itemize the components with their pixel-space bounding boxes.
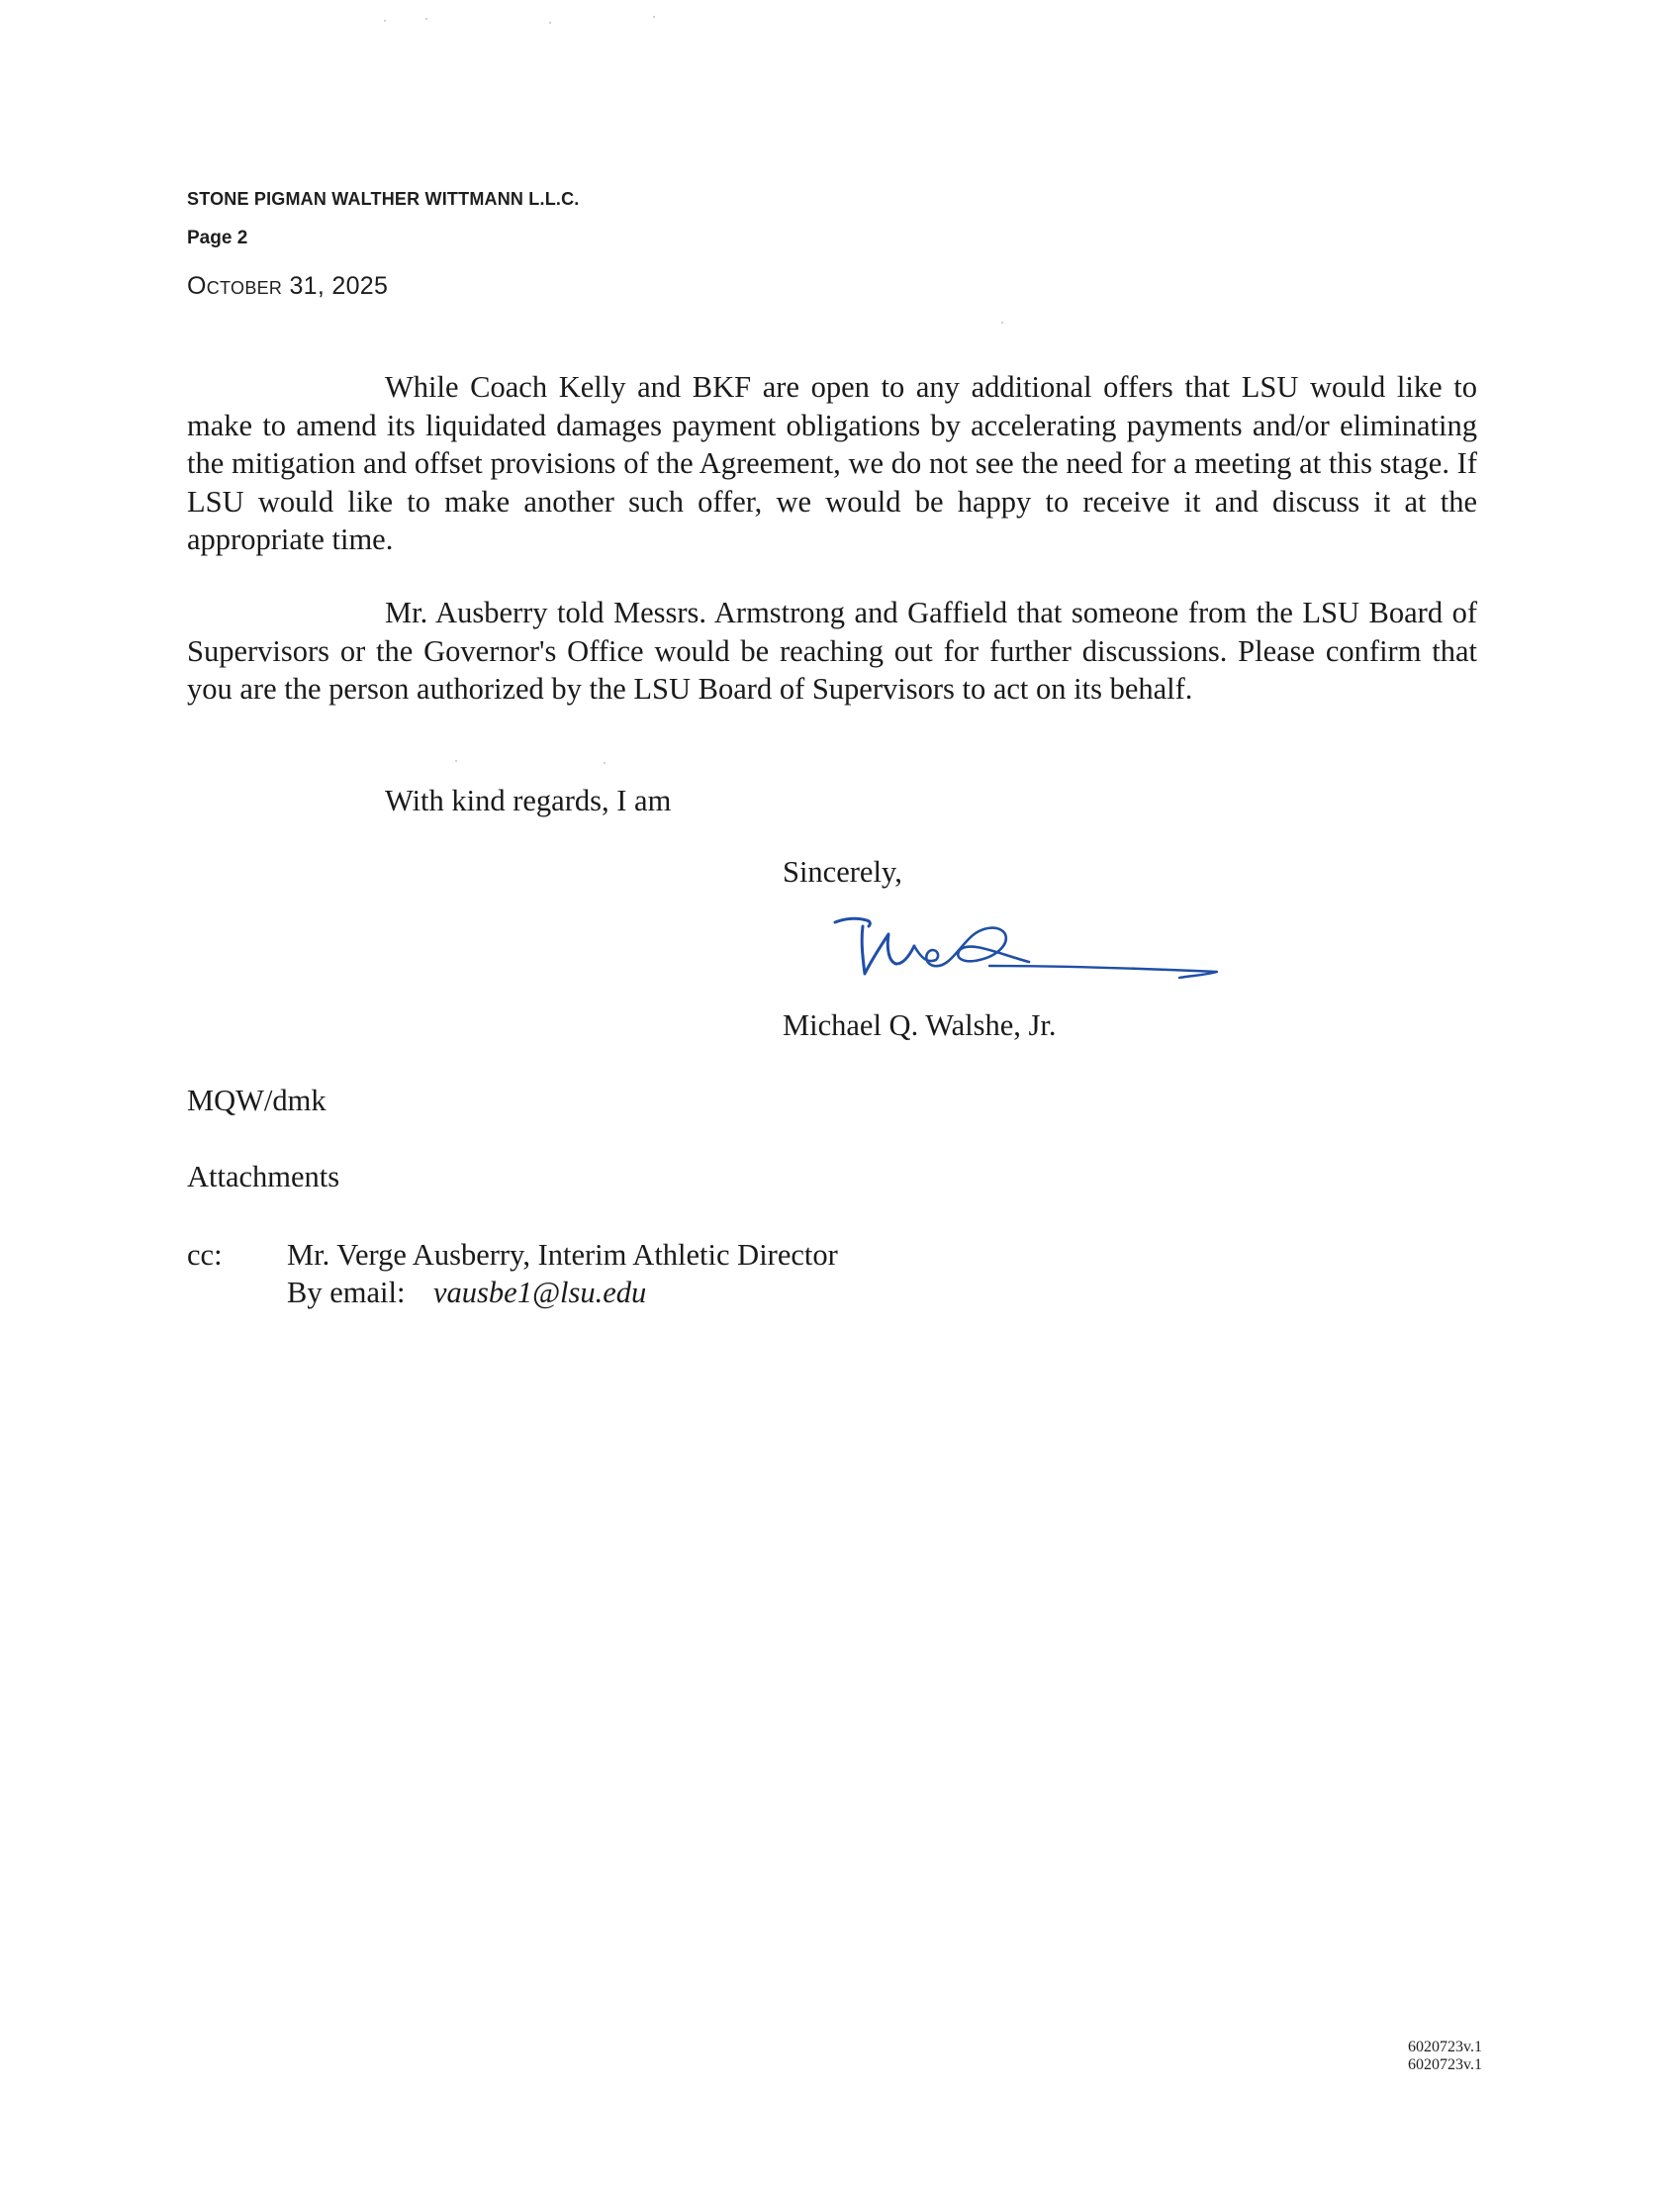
scan-speck: [425, 18, 427, 20]
page-number: Page 2: [187, 228, 248, 248]
handwritten-signature: [831, 908, 1227, 998]
signer-name: Michael Q. Walshe, Jr.: [783, 1008, 1057, 1042]
closing-line: With kind regards, I am: [385, 784, 672, 817]
cc-email-address: vausbe1@lsu.edu: [433, 1276, 647, 1309]
typist-initials: MQW/dmk: [187, 1084, 327, 1117]
cc-label: cc:: [187, 1238, 223, 1272]
attachments-label: Attachments: [187, 1160, 340, 1193]
firm-name: STONE PIGMAN WALTHER WITTMANN L.L.C.: [187, 189, 580, 209]
scan-speck: [549, 22, 551, 24]
body-paragraph-1: While Coach Kelly and BKF are open to any additional offers that LSU would like to make to amend its liquidated damages payment obligations by accelerating payments and/or eliminating the mitigation and offset provisions of the Agreement, we do not see the need for a meeting at this stage. If LSU would like to make another such offer, we would be happy to receive it and discuss it at the appropriate time.: [187, 370, 1477, 556]
cc-recipient: Mr. Verge Ausberry, Interim Athletic Director: [287, 1238, 838, 1272]
document-id: 6020723v.1: [1408, 2039, 1482, 2055]
scan-speck: [384, 20, 386, 22]
scan-speck: [653, 16, 655, 18]
scan-speck: [604, 762, 606, 764]
scan-speck: [455, 760, 457, 762]
valediction: Sincerely,: [783, 855, 902, 889]
cc-email-label: By email:: [287, 1276, 406, 1309]
scan-speck: [1001, 322, 1003, 324]
document-id: 6020723v.1: [1408, 2056, 1482, 2073]
letter-date: October 31, 2025: [187, 272, 389, 300]
body-paragraph-2: Mr. Ausberry told Messrs. Armstrong and Gaffield that someone from the LSU Board of Supervisors or the Governor's Office would be reaching out for further discussions. Please confirm that you are the person authorized by the LSU Board of Supervisors to act on its behalf.: [187, 596, 1477, 706]
